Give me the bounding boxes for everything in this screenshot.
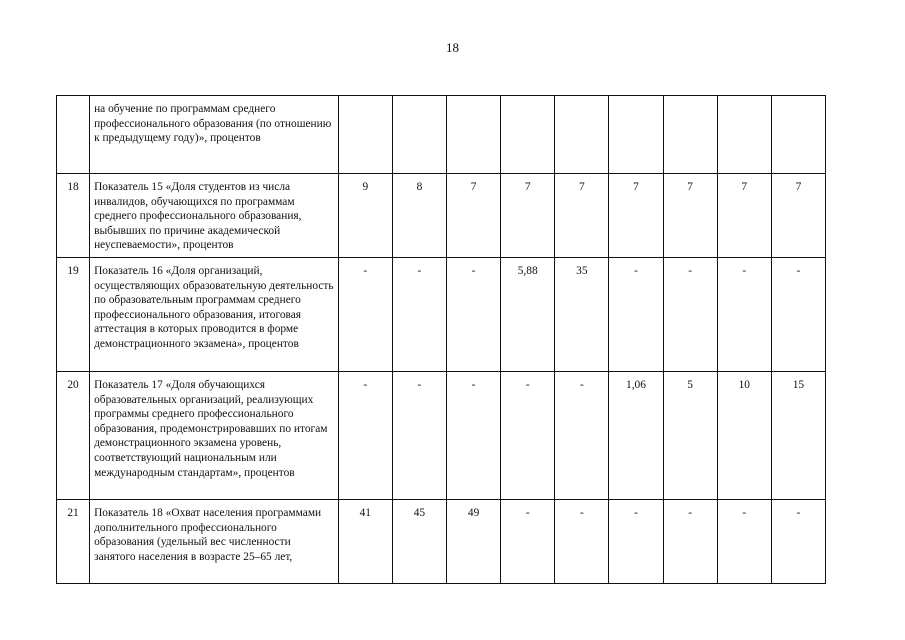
value-cell: 7 xyxy=(717,174,771,258)
indicator-description: Показатель 17 «Доля обучающихся образовательных организаций, реализующих программы среднего профессионального образования, продемонстрировавших по итогам демонстрационного экзамена уровень, соответствующий национальным или международным стандартам», процентов xyxy=(90,371,339,499)
value-cell: 45 xyxy=(392,499,446,583)
value-cell: 8 xyxy=(392,174,446,258)
value-cell xyxy=(609,96,663,174)
value-cell: 1,06 xyxy=(609,371,663,499)
value-cell: - xyxy=(717,499,771,583)
value-cell xyxy=(501,96,555,174)
value-cell: - xyxy=(392,371,446,499)
value-cell: - xyxy=(447,371,501,499)
table-row xyxy=(57,257,826,371)
table-row xyxy=(57,371,826,499)
value-cell: - xyxy=(555,499,609,583)
table-row xyxy=(57,96,826,174)
row-number: 20 xyxy=(57,371,90,499)
value-cell: 49 xyxy=(447,499,501,583)
value-cell: - xyxy=(771,257,825,371)
indicator-description: Показатель 16 «Доля организаций, осуществляющих образовательную деятельность по образовательным программам среднего профессионального образования, итоговая аттестация в которых проводится в форме демонстрационного экзамена», процентов xyxy=(90,257,339,371)
value-cell: 7 xyxy=(501,174,555,258)
value-cell: - xyxy=(338,371,392,499)
value-cell: 7 xyxy=(555,174,609,258)
value-cell: - xyxy=(338,257,392,371)
value-cell: - xyxy=(501,371,555,499)
indicator-description: на обучение по программам среднего профессионального образования (по отношению к предыдущему году)», процентов xyxy=(90,96,339,174)
table-row xyxy=(57,174,826,258)
value-cell: 35 xyxy=(555,257,609,371)
value-cell xyxy=(771,96,825,174)
value-cell: 7 xyxy=(771,174,825,258)
value-cell: 7 xyxy=(663,174,717,258)
value-cell: - xyxy=(609,257,663,371)
value-cell xyxy=(555,96,609,174)
value-cell: - xyxy=(663,257,717,371)
row-number: 18 xyxy=(57,174,90,258)
value-cell: - xyxy=(663,499,717,583)
value-cell xyxy=(447,96,501,174)
value-cell: 7 xyxy=(447,174,501,258)
table-row xyxy=(57,499,826,583)
value-cell: - xyxy=(771,499,825,583)
indicators-table xyxy=(56,95,826,584)
value-cell: 41 xyxy=(338,499,392,583)
value-cell xyxy=(338,96,392,174)
indicator-description: Показатель 15 «Доля студентов из числа инвалидов, обучающихся по программам среднего профессионального образования, выбывших по причине академической неуспеваемости», процентов xyxy=(90,174,339,258)
value-cell: - xyxy=(392,257,446,371)
value-cell: - xyxy=(717,257,771,371)
value-cell: - xyxy=(501,499,555,583)
value-cell xyxy=(663,96,717,174)
value-cell: - xyxy=(555,371,609,499)
value-cell: 7 xyxy=(609,174,663,258)
value-cell xyxy=(392,96,446,174)
indicator-description: Показатель 18 «Охват населения программами дополнительного профессионального образования (удельный вес численности занятого населения в возрасте 25–65 лет, xyxy=(90,499,339,583)
value-cell: 9 xyxy=(338,174,392,258)
page-number: 18 xyxy=(446,40,459,55)
value-cell xyxy=(717,96,771,174)
value-cell: 5,88 xyxy=(501,257,555,371)
row-number: 19 xyxy=(57,257,90,371)
row-number: 21 xyxy=(57,499,90,583)
value-cell: 5 xyxy=(663,371,717,499)
value-cell: 10 xyxy=(717,371,771,499)
row-number xyxy=(57,96,90,174)
value-cell: - xyxy=(609,499,663,583)
value-cell: - xyxy=(447,257,501,371)
value-cell: 15 xyxy=(771,371,825,499)
